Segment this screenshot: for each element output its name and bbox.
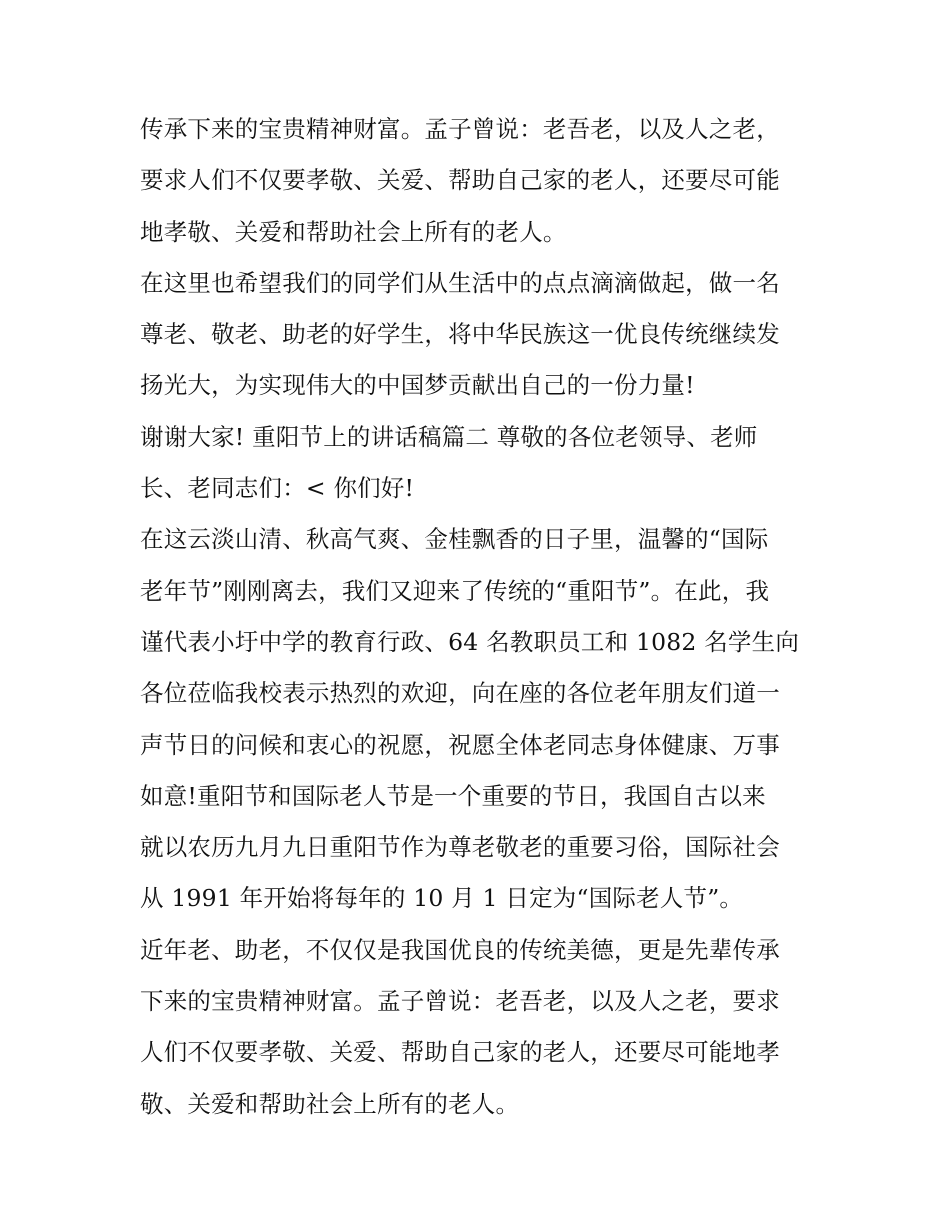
text-line: 从 1991 年开始将每年的 10 月 1 日定为“国际老人节”。 xyxy=(140,884,744,913)
text-line: 地孝敬、关爱和帮助社会上所有的老人。 xyxy=(140,217,567,246)
text-line: 要求人们不仅要孝敬、关爱、帮助自己家的老人，还要尽可能 xyxy=(140,166,780,195)
text-line: 如意!重阳节和国际老人节是一个重要的节日，我国自古以来 xyxy=(140,781,766,810)
text-line: 谨代表小圩中学的教育行政、64 名教职员工和 1082 名学生向 xyxy=(140,627,800,656)
text-line: 谢谢大家! 重阳节上的讲话稿篇二 尊敬的各位老领导、老师 xyxy=(140,422,758,451)
text-line: 敬、关爱和帮助社会上所有的老人。 xyxy=(140,1089,520,1118)
text-line: 就以农历九月九日重阳节作为尊老敬老的重要习俗，国际社会 xyxy=(140,833,780,862)
text-line: 人们不仅要孝敬、关爱、帮助自己家的老人，还要尽可能地孝 xyxy=(140,1038,780,1067)
text-line: 下来的宝贵精神财富。孟子曾说：老吾老，以及人之老，要求 xyxy=(140,987,780,1016)
text-line: 扬光大，为实现伟大的中国梦贡献出自己的一份力量! xyxy=(140,371,695,400)
text-line: 近年老、助老，不仅仅是我国优良的传统美德，更是先辈传承 xyxy=(140,935,780,964)
body-text xyxy=(140,104,820,1130)
text-line: 长、老同志们：< 你们好! xyxy=(140,474,415,503)
text-line: 在这云淡山清、秋高气爽、金桂飘香的日子里，温馨的“国际 xyxy=(140,525,769,554)
text-line: 在这里也希望我们的同学们从生活中的点点滴滴做起，做一名 xyxy=(140,268,780,297)
text-line: 传承下来的宝贵精神财富。孟子曾说：老吾老，以及人之老， xyxy=(140,115,780,143)
text-line: 老年节”刚刚离去，我们又迎来了传统的“重阳节”。在此，我 xyxy=(140,576,770,605)
text-line: 声节日的问候和衷心的祝愿，祝愿全体老同志身体健康、万事 xyxy=(140,730,780,759)
text-line: 尊老、敬老、助老的好学生，将中华民族这一优良传统继续发 xyxy=(140,320,780,349)
text-line: 各位莅临我校表示热烈的欢迎，向在座的各位老年朋友们道一 xyxy=(140,679,780,708)
